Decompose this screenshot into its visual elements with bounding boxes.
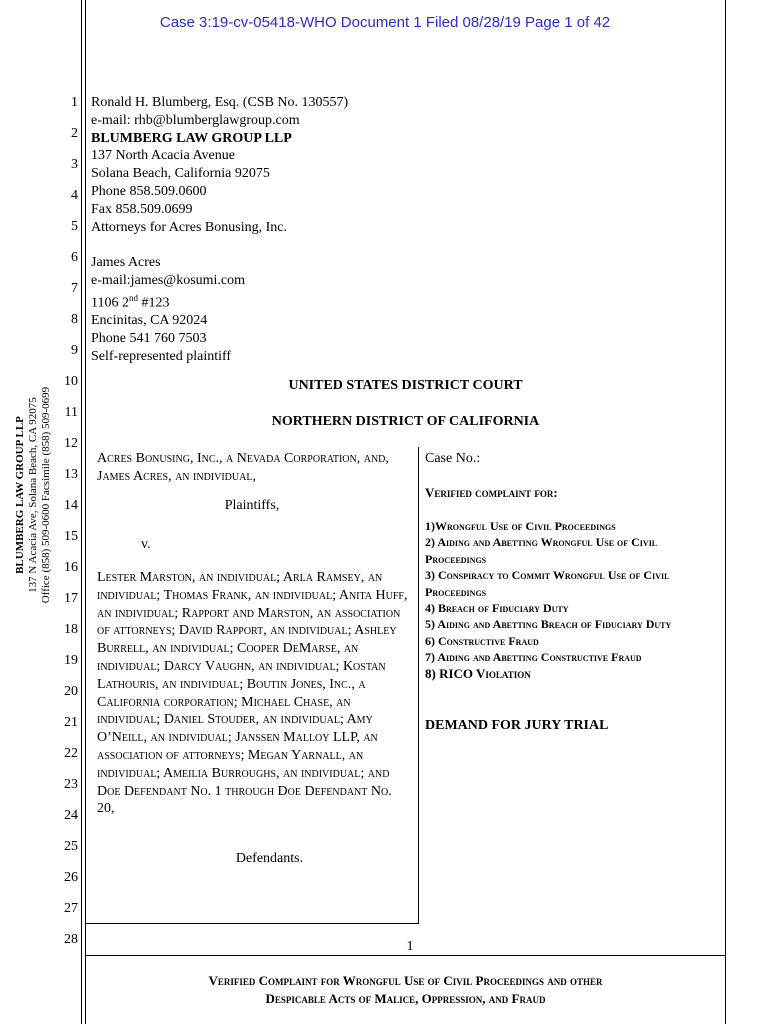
- plaintiff-role: Self-represented plaintiff: [91, 348, 232, 364]
- complaint-heading: Verified complaint for:: [425, 485, 558, 500]
- line-number: 1: [71, 95, 78, 110]
- claim-item: 1)Wrongful Use of Civil Proceedings: [425, 519, 616, 533]
- plaintiff-email: e-mail:james@kosumi.com: [91, 272, 246, 288]
- line-number: 18: [64, 622, 78, 637]
- attorney-block: [91, 94, 611, 236]
- line-number: 12: [64, 436, 78, 451]
- caption-defendants: Lester Marston, an individual; Arla Ramsey, an individual; Thomas Frank, an individual; Anita Huff, an individual; Rapport and Marston, an association of attorneys; David Rapport, an individual; Ashley Burrell, an individual; Cooper DeMarse, an individual; Darcy Vaughn, an individual; Kostan Lathouris, an individual; Boutin Jones, Inc., a California corporation; Michael Chase, an individual; Daniel Stouder, an individual; Amy O’Neill, an individual; Janssen Malloy LLP, an association of attorneys; Megan Yarnall, an individual; Ameilia Burroughs, an individual; and Doe Defendant No. 1 through Doe Defendant No. 20,: [97, 570, 408, 817]
- line-number: 8: [71, 312, 78, 327]
- left-margin-rule-inner: [85, 0, 86, 1024]
- line-number: 21: [64, 715, 78, 730]
- claim-item: 2) Aiding and Abetting Wrongful Use of Civil Proceedings: [425, 535, 658, 566]
- line-number: 7: [71, 281, 78, 296]
- line-number: 19: [64, 653, 78, 668]
- claim-item: 7) Aiding and Abetting Constructive Fraud: [425, 650, 642, 665]
- footer-rule: [86, 955, 725, 956]
- line-number: 2: [71, 126, 78, 141]
- caption-bottom-rule: [86, 923, 419, 924]
- attorney-firm: BLUMBERG LAW GROUP LLP: [91, 130, 292, 146]
- plaintiff-address-unit: #123: [137, 295, 170, 311]
- line-number: 13: [64, 467, 78, 482]
- attorney-city: Solana Beach, California 92075: [91, 166, 270, 182]
- jury-demand: DEMAND FOR JURY TRIAL: [425, 718, 609, 733]
- caption-plaintiffs: Acres Bonusing, Inc., a Nevada Corporation, and, James Acres, an individual,: [97, 451, 389, 484]
- plaintiff-address-number: 1106 2: [91, 295, 129, 311]
- line-number: 14: [64, 498, 78, 513]
- side-firm-address: 137 N Acacia Ave, Solana Beach, CA 92075: [27, 397, 39, 593]
- attorney-email: e-mail: rhb@blumberglawgroup.com: [91, 112, 300, 128]
- plaintiff-address: [91, 290, 611, 312]
- plaintiffs-label: Plaintiffs,: [224, 498, 280, 513]
- claim-item: 3) Conspiracy to Commit Wrongful Use of Civil Proceedings: [425, 568, 670, 599]
- line-number: 27: [64, 901, 78, 916]
- page-number: 1: [406, 939, 414, 954]
- plaintiff-city: Encinitas, CA 92024: [91, 313, 208, 329]
- line-number: 28: [64, 932, 78, 947]
- court-district: NORTHERN DISTRICT OF CALIFORNIA: [271, 414, 540, 429]
- defendants-label: Defendants.: [235, 851, 304, 866]
- attorney-fax: Fax 858.509.0699: [91, 201, 193, 217]
- line-number: 22: [64, 746, 78, 761]
- side-firm-contact: Office (858) 509-0600 Facsimile (858) 509-0699: [40, 386, 52, 604]
- line-number: 17: [64, 591, 78, 606]
- claims-list: [425, 518, 720, 682]
- attorney-name: Ronald H. Blumberg, Esq. (CSB No. 130557): [91, 95, 349, 110]
- attorney-street: 137 North Acacia Avenue: [91, 148, 235, 164]
- line-number: 24: [64, 808, 78, 823]
- line-number: 16: [64, 560, 78, 575]
- plaintiff-phone: Phone 541 760 7503: [91, 330, 207, 346]
- line-number: 9: [71, 343, 78, 358]
- line-number: 3: [71, 157, 78, 172]
- right-margin-rule: [725, 0, 726, 1024]
- line-number: 4: [71, 188, 78, 203]
- claim-item: 8) RICO Violation: [425, 665, 531, 681]
- claim-item: 5) Aiding and Abetting Breach of Fiduciary Duty: [425, 617, 672, 632]
- ecf-header-stamp: Case 3:19-cv-05418-WHO Document 1 Filed 08/28/19 Page 1 of 42: [159, 14, 611, 31]
- claim-item: 4) Breach of Fiduciary Duty: [425, 601, 569, 616]
- line-number: 11: [64, 405, 78, 420]
- footer-title-line1: Verified Complaint for Wrongful Use of Civil Proceedings and other: [208, 973, 603, 988]
- left-margin-rule-outer: [81, 0, 82, 1024]
- line-number: 20: [64, 684, 78, 699]
- line-number: 6: [71, 250, 78, 265]
- line-number: 23: [64, 777, 78, 792]
- plaintiff-name: James Acres: [91, 255, 161, 270]
- footer-title-line2: Despicable Acts of Malice, Oppression, and Fraud: [265, 991, 546, 1006]
- attorney-role: Attorneys for Acres Bonusing, Inc.: [91, 219, 287, 235]
- claim-item: 6) Constructive Fraud: [425, 633, 539, 648]
- attorney-phone: Phone 858.509.0600: [91, 183, 207, 199]
- line-number: 25: [64, 839, 78, 854]
- side-firm-name: BLUMBERG LAW GROUP LLP: [14, 416, 26, 574]
- line-number: 26: [64, 870, 78, 885]
- line-number: 15: [64, 529, 78, 544]
- line-number: 5: [71, 219, 78, 234]
- plaintiff-address-suffix: nd: [128, 292, 138, 303]
- court-name: UNITED STATES DISTRICT COURT: [288, 378, 523, 393]
- plaintiff-block: [91, 254, 611, 365]
- line-number: 10: [64, 374, 78, 389]
- versus: v.: [141, 537, 151, 552]
- case-number: Case No.:: [425, 451, 481, 466]
